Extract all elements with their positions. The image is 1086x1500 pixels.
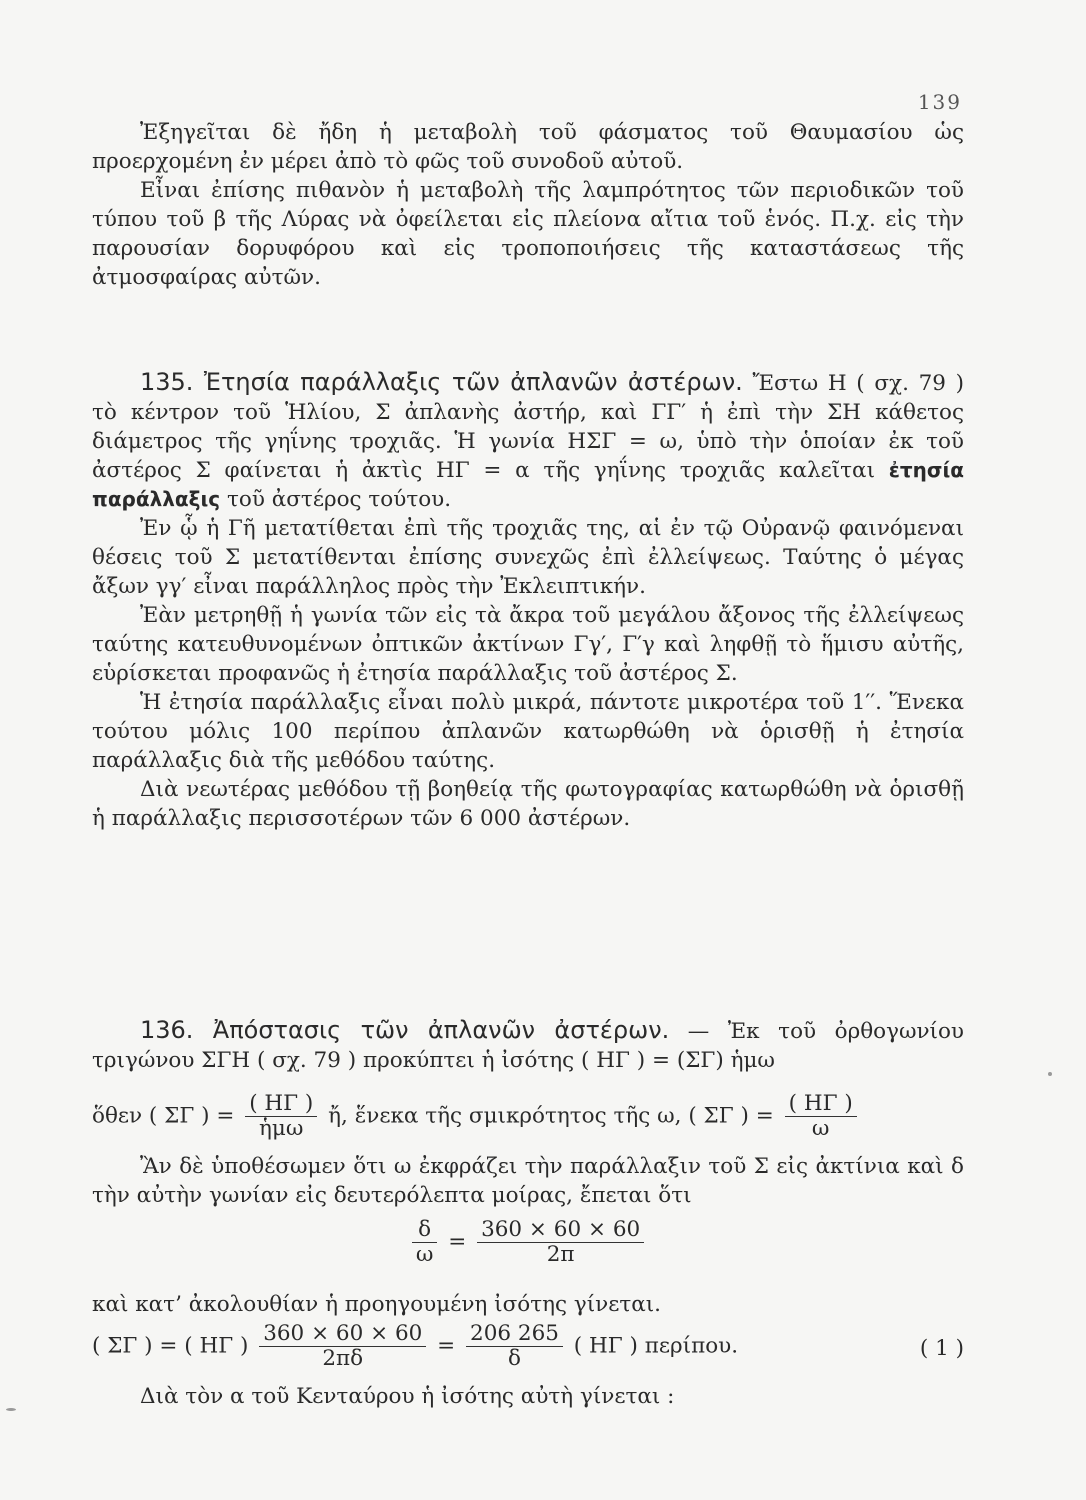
eq1-numerator-2: ( ΗΓ ) [785,1092,857,1117]
eq2-fraction-right [477,1218,644,1267]
top-paragraphs [92,118,964,292]
eq3-numerator-2: 206 265 [466,1322,563,1347]
section-135 [92,368,964,833]
eq1-left: ὅθεν ( ΣΓ ) = [92,1103,235,1129]
equation-3 [92,1322,964,1371]
paragraph: Ἐὰν μετρηθῇ ἡ γωνία τῶν εἰς τὰ ἄκρα τοῦ μεγάλου ἄξονος τῆς ἐλλείψεως ταύτης κατευθυνομένων ὀπτικῶν ἀκτίνων Γγ′, Γ′γ καὶ ληφθῇ τὸ ἥμισυ αὐτῆς, εὑρίσκεται προφανῶς ἡ ἐτησία παράλλαξις τοῦ ἀστέρος Σ. [92,603,964,686]
section-136-intro [92,1016,964,1075]
equation-2 [92,1218,964,1267]
eq2-numerator-left: δ [412,1218,438,1243]
eq1-denominator: ἡμω [259,1116,304,1141]
eq3-fraction-1 [259,1322,426,1371]
section-136 [92,1016,964,1075]
eq2-denominator-right: 2π [546,1242,575,1267]
paragraph: Διὰ νεωτέρας μεθόδου τῇ βοηθείᾳ τῆς φωτογραφίας κατωρθώθη νὰ ὁρισθῇ ἡ παράλλαξις περισσοτέρων τῶν 6 000 ἀστέρων. [92,777,964,831]
section-135-heading: 135. Ἐτησία παράλλαξις τῶν ἀπλανῶν ἀστέρων. [140,368,743,396]
eq3-denominator-1: 2πδ [322,1346,364,1371]
equals-sign: = [437,1333,456,1359]
eq1-fraction [245,1092,317,1141]
term-annual-parallax: ἐτησία παράλλαξις [92,458,964,511]
section-136-p3 [92,1290,964,1319]
scan-speck [1048,1072,1052,1076]
page-number: 139 [917,90,962,114]
eq2-denominator-left: ω [415,1242,434,1267]
paragraph: Ἡ ἐτησία παράλλαξις εἶναι πολὺ μικρά, πάντοτε μικροτέρα τοῦ 1′′. Ἕνεκα τούτου μόλις 100 περίπου ἀπλανῶν κατωρθώθη νὰ ὁρισθῇ ἡ ἐτησία παράλλαξις διὰ τῆς μεθόδου ταύτης. [92,690,964,773]
eq3-left: ( ΣΓ ) = ( ΗΓ ) [92,1333,249,1359]
eq1-numerator: ( ΗΓ ) [245,1092,317,1117]
paragraph: Ἂν δὲ ὑποθέσωμεν ὅτι ω ἐκφράζει τὴν παράλλαξιν τοῦ Σ εἰς ἀκτίνια καὶ δ τὴν αὐτὴν γωνίαν εἰς δευτερόλεπτα μοίρας, ἔπεται ὅτι [92,1154,964,1208]
section-135-intro [92,368,964,514]
section-136-text: — Ἐκ τοῦ ὀρθογωνίου τριγώνου ΣΓΗ ( σχ. 79 ) προκύπτει ἡ ἰσότης ( ΗΓ ) = (ΣΓ) ἡμω [92,1019,964,1073]
equals-sign: = [448,1229,467,1255]
paragraph: Εἶναι ἐπίσης πιθανὸν ἡ μεταβολὴ τῆς λαμπρότητος τῶν περιοδικῶν τοῦ τύπου τοῦ β τῆς Λύρας νὰ ὀφείλεται εἰς πλείονα αἴτια τοῦ ἑνός. Π.χ. εἰς τὴν παρουσίαν δορυφόρου καὶ εἰς τροποποιήσεις τῆς καταστάσεως τῆς ἀτμοσφαίρας αὐτῶν. [92,178,964,290]
eq1-fraction-2 [785,1092,857,1141]
eq3-right: ( ΗΓ ) περίπου. [573,1333,739,1359]
section-136-heading: 136. Ἀπόστασις τῶν ἀπλανῶν ἀστέρων. [140,1016,670,1044]
paragraph: Διὰ τὸν α τοῦ Κενταύρου ἡ ἰσότης αὐτὴ γίνεται : [140,1384,675,1409]
section-135-text: Ἔστω Η ( σχ. 79 ) τὸ κέντρον τοῦ Ἡλίου, Σ ἀπλανὴς ἀστήρ, καὶ ΓΓ′ ἡ ἐπὶ τὴν ΣΗ κάθετος διάμετρος τῆς γηΐνης τροχιᾶς. Ἡ γωνία ΗΣΓ = ω, ὑπὸ τὴν ὁποίαν ἐκ τοῦ ἀστέρος Σ φαίνεται ἡ ἀκτὶς ΗΓ = α τῆς γηΐνης τροχιᾶς καλεῖται [92,371,964,483]
eq3-fraction-2 [466,1322,563,1371]
eq3-numerator-1: 360 × 60 × 60 [259,1322,426,1347]
section-136-p2 [92,1152,964,1210]
paragraph: καὶ κατ’ ἀκολουθίαν ἡ προηγουμένη ἰσότης γίνεται. [92,1292,662,1317]
paragraph: Ἐξηγεῖται δὲ ἤδη ἡ μεταβολὴ τοῦ φάσματος τοῦ Θαυμασίου ὡς προερχομένη ἐν μέρει ἀπὸ τὸ φῶς τοῦ συνοδοῦ αὐτοῦ. [92,120,964,174]
eq1-denominator-2: ω [811,1116,830,1141]
eq1-middle: ἤ, ἕνεκα τῆς σμικρότητος τῆς ω, ( ΣΓ ) = [328,1103,774,1129]
equation-label: ( 1 ) [919,1336,964,1361]
equation-1 [92,1092,964,1141]
section-136-p4 [92,1382,964,1411]
eq2-numerator-right: 360 × 60 × 60 [477,1218,644,1243]
eq2-fraction-left [412,1218,438,1267]
paragraph: Ἐν ᾧ ἡ Γῆ μετατίθεται ἐπὶ τῆς τροχιᾶς της, αἱ ἐν τῷ Οὐρανῷ φαινόμεναι θέσεις τοῦ Σ μετατίθενται ἐπίσης συνεχῶς ἐπὶ ἐλλείψεως. Ταύτης ὁ μέγας ἄξων γγ′ εἶναι παράλληλος πρὸς τὴν Ἐκλειπτικήν. [92,516,964,599]
section-135-text-end: τοῦ ἀστέρος τούτου. [226,487,452,512]
scan-speck [6,1408,16,1411]
eq3-denominator-2: δ [508,1346,521,1371]
